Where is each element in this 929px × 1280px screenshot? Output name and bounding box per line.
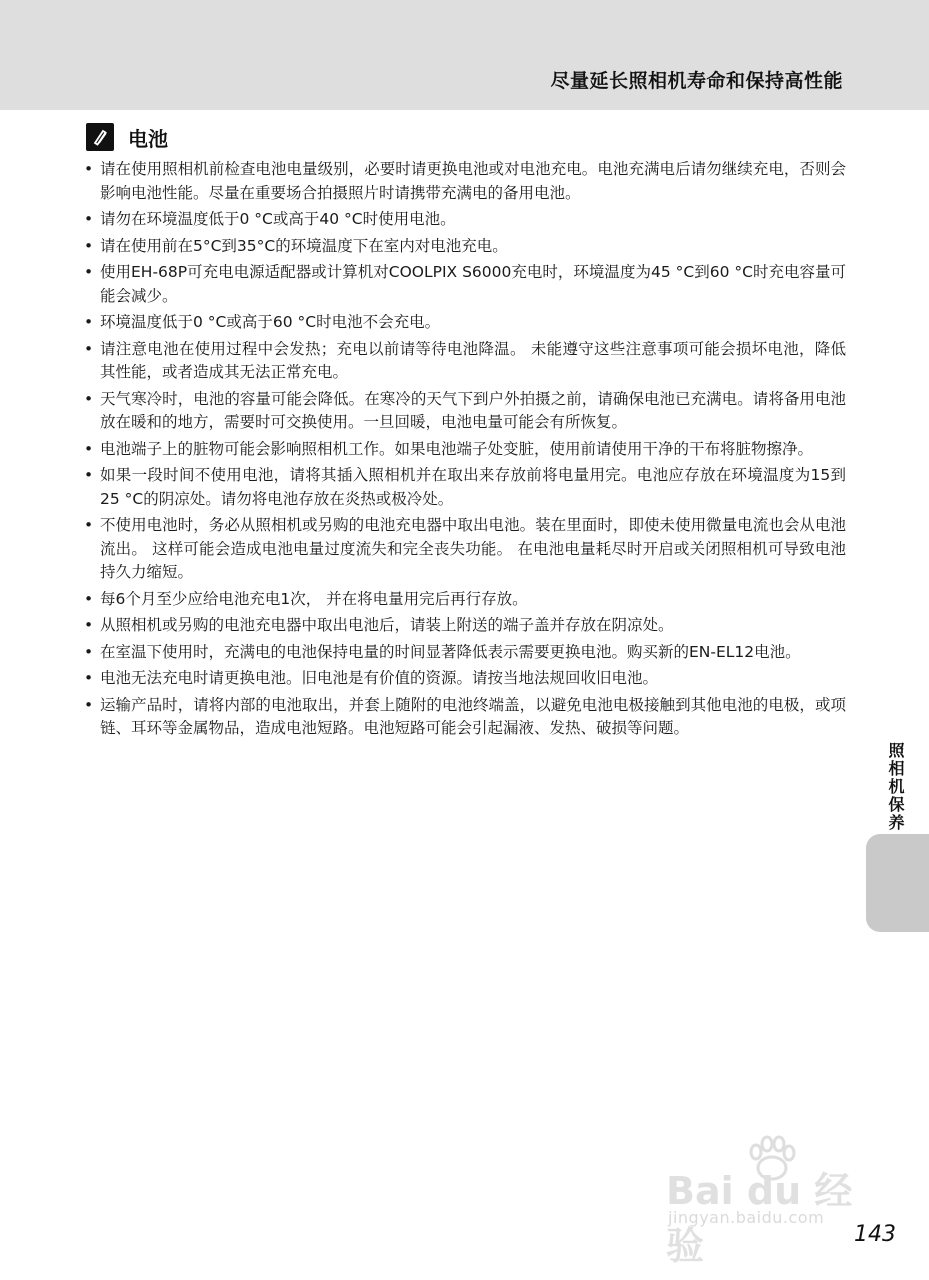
list-item: • 请在使用照相机前检查电池电量级别，必要时请更换电池或对电池充电。电池充满电后请勿继续充电，否则会影响电池性能。尽量在重要场合拍摄照片时请携带充满电的备用电池。: [84, 158, 846, 205]
list-item: • 如果一段时间不使用电池，请将其插入照相机并在取出来存放前将电量用完。电池应存放在环境温度为15到25 °C的阴凉处。请勿将电池存放在炎热或极冷处。: [84, 464, 846, 511]
list-item: • 请注意电池在使用过程中会发热；充电以前请等待电池降温。 未能遵守这些注意事项可能会损坏电池，降低其性能，或者造成其无法正常充电。: [84, 338, 846, 385]
pencil-note-icon: [86, 123, 114, 151]
list-item: • 请在使用前在5°C到35°C的环境温度下在室内对电池充电。: [84, 235, 846, 259]
list-item: • 不使用电池时，务必从照相机或另购的电池充电器中取出电池。装在里面时，即使未使用微量电流也会从电池流出。 这样可能会造成电池电量过度流失和完全丧失功能。 在电池电量耗尽时开启或关闭照相机可导致电池持久力缩短。: [84, 514, 846, 585]
section-heading: [86, 122, 168, 152]
watermark-url: jingyan.baidu.com: [668, 1208, 825, 1227]
section-title: 电池: [128, 126, 168, 151]
list-item: • 电池端子上的脏物可能会影响照相机工作。如果电池端子处变脏，使用前请使用干净的干布将脏物擦净。: [84, 438, 846, 462]
list-item: • 使用EH-68P可充电电源适配器或计算机对COOLPIX S6000充电时，环境温度为45 °C到60 °C时充电容量可能会减少。: [84, 261, 846, 308]
list-item: • 从照相机或另购的电池充电器中取出电池后，请装上附送的端子盖并存放在阴凉处。: [84, 614, 846, 638]
list-item: • 运输产品时，请将内部的电池取出，并套上随附的电池终端盖，以避免电池电极接触到其他电池的电极，或项链、耳环等金属物品，造成电池短路。电池短路可能会引起漏液、发热、破损等问题。: [84, 694, 846, 741]
list-item: • 电池无法充电时请更换电池。旧电池是有价值的资源。请按当地法规回收旧电池。: [84, 667, 846, 691]
chapter-tab-marker: [866, 834, 929, 932]
list-item: • 请勿在环境温度低于0 °C或高于40 °C时使用电池。: [84, 208, 846, 232]
list-item: • 天气寒冷时，电池的容量可能会降低。在寒冷的天气下到户外拍摄之前，请确保电池已充满电。请将备用电池放在暖和的地方，需要时可交换使用。一旦回暖，电池电量可能会有所恢复。: [84, 388, 846, 435]
page-header-title: 尽量延长照相机寿命和保持高性能: [550, 70, 843, 92]
chapter-side-label: 照相机保养: [886, 742, 905, 832]
watermark-logo-text: Bai du 经验: [666, 1169, 853, 1268]
header-band: [0, 0, 929, 110]
battery-notes-list: [84, 158, 846, 744]
list-item: • 环境温度低于0 °C或高于60 °C时电池不会充电。: [84, 311, 846, 335]
list-item: • 在室温下使用时，充满电的电池保持电量的时间显著降低表示需要更换电池。购买新的EN-EL12电池。: [84, 641, 846, 665]
page-number: 143: [854, 1222, 896, 1247]
list-item: • 每6个月至少应给电池充电1次， 并在将电量用完后再行存放。: [84, 588, 846, 612]
